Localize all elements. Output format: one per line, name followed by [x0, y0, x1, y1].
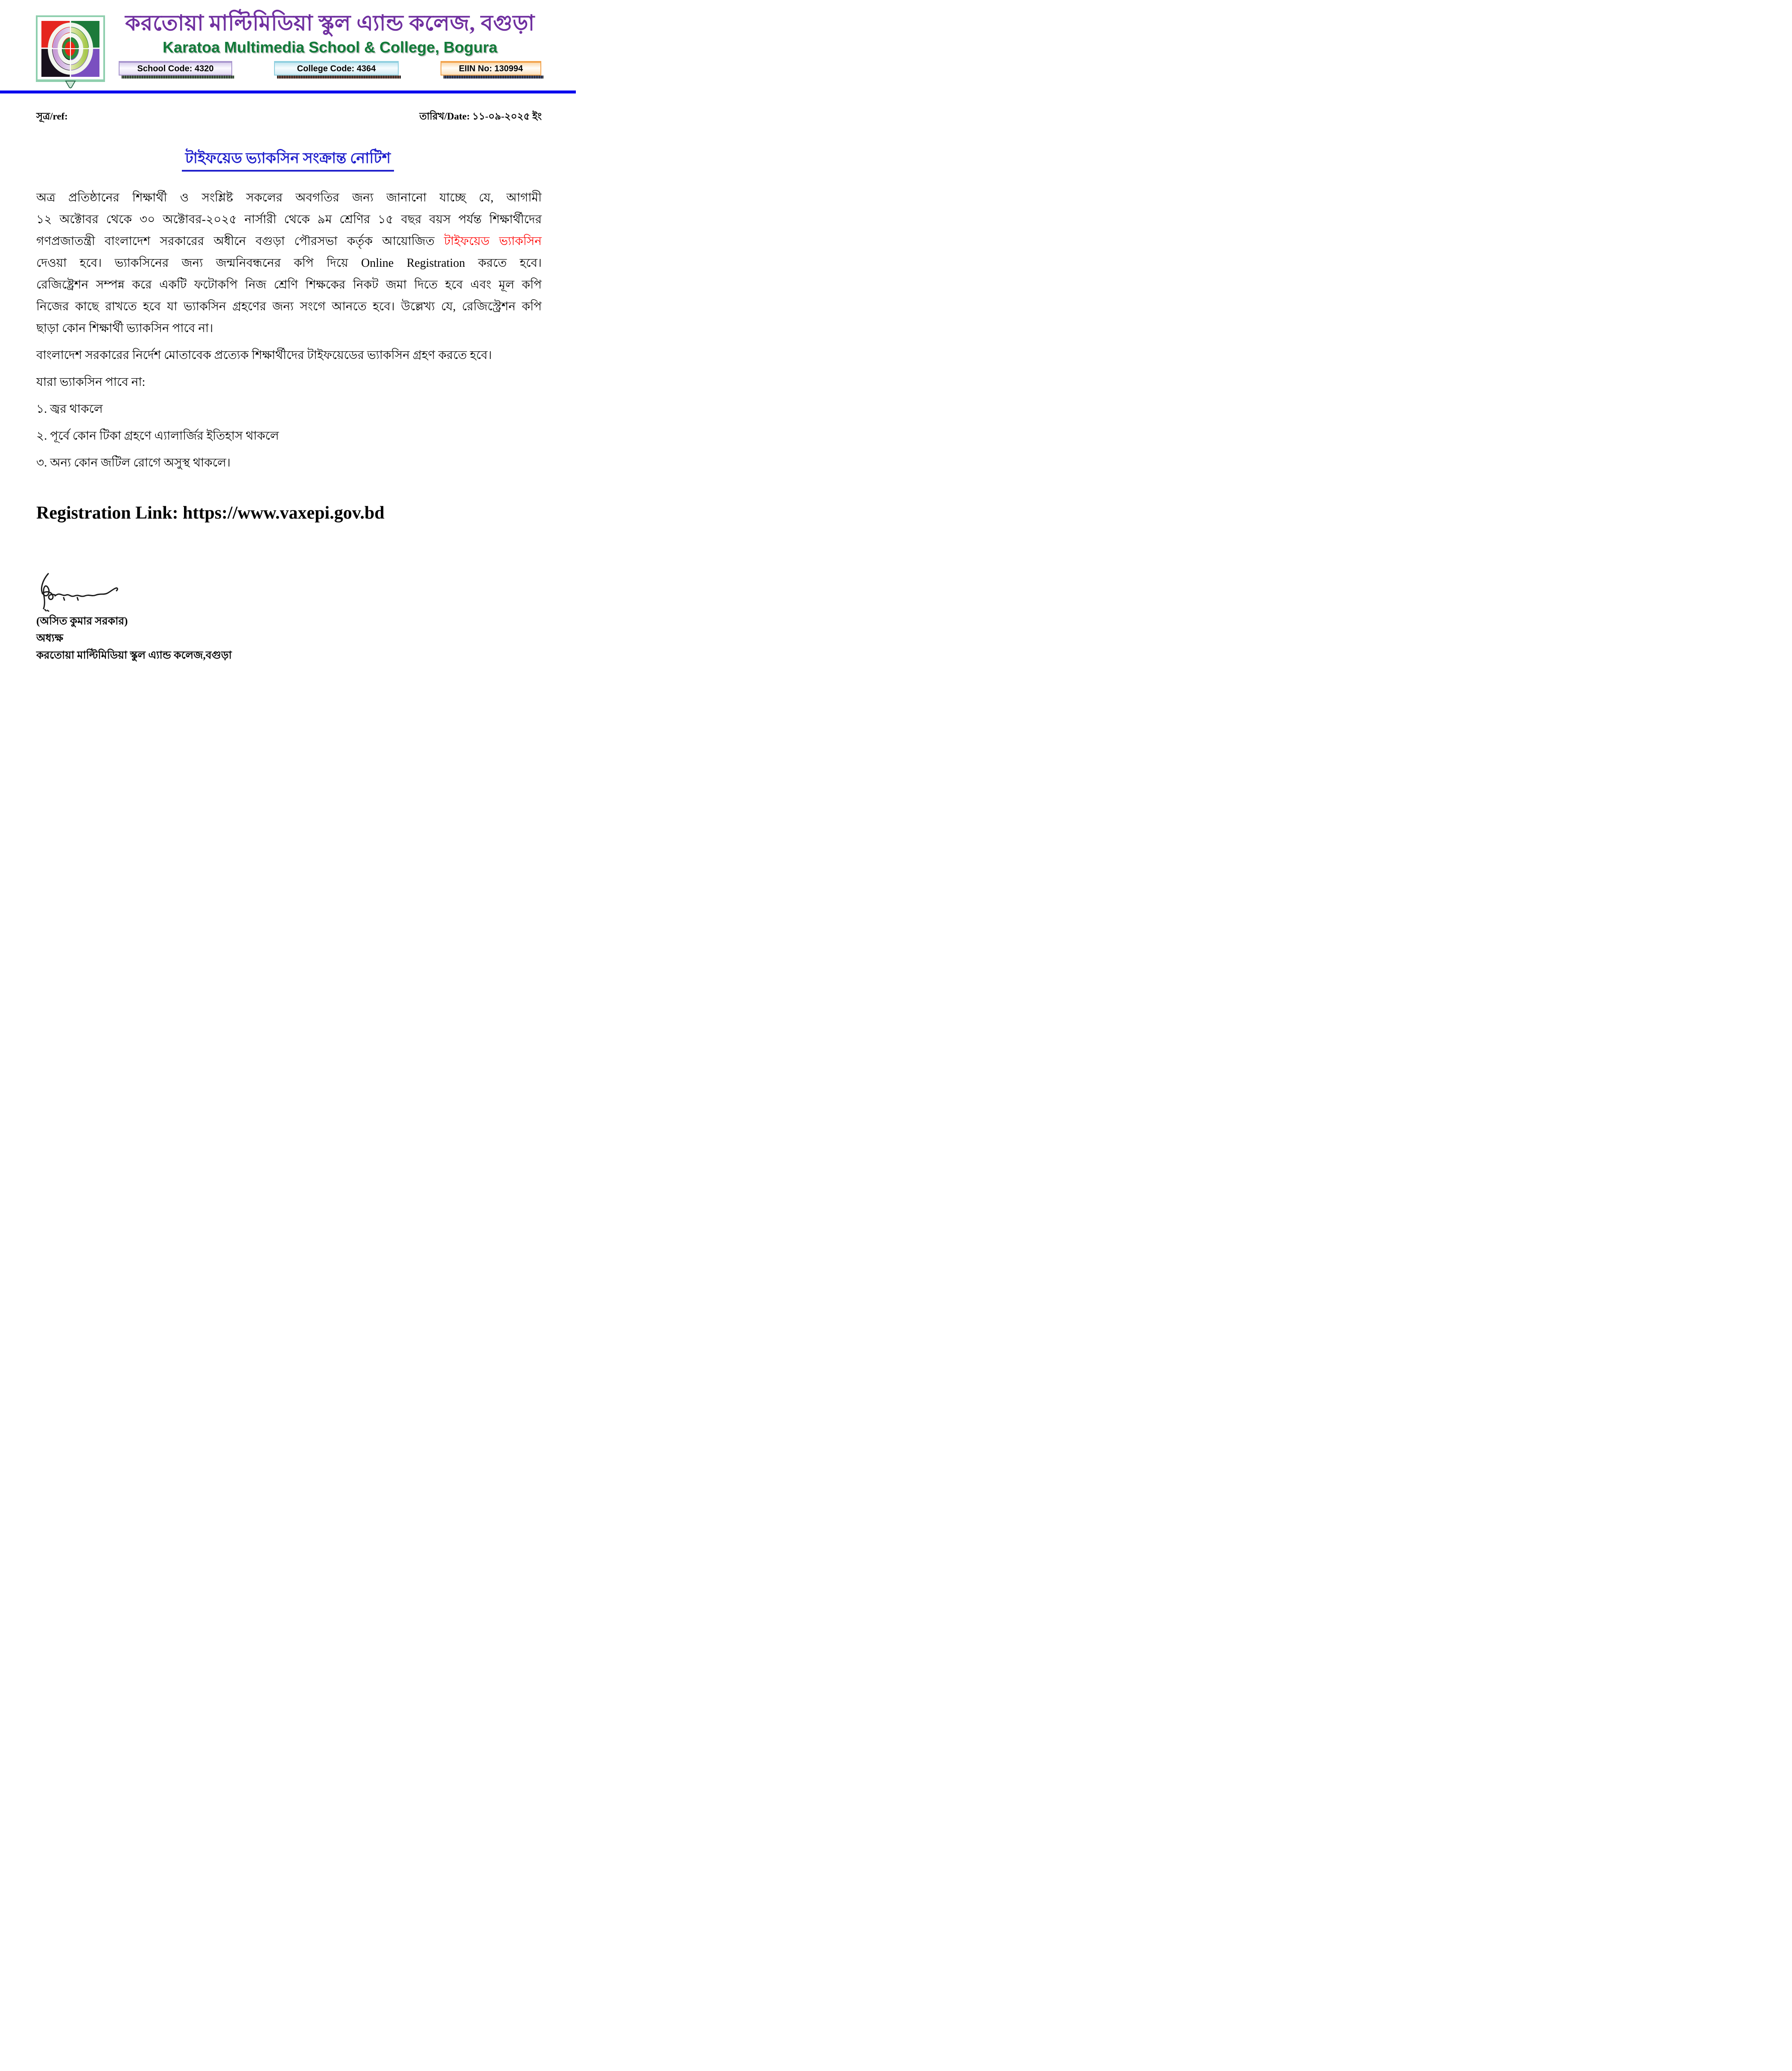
ref-date-row	[36, 108, 542, 125]
school-name-bengali: করতোয়া মাল্টিমিডিয়া স্কুল এ্যান্ড কলেজ, বগুড়া	[125, 12, 535, 35]
notice-title: টাইফয়েড ভ্যাকসিন সংক্রান্ত নোটিশ	[0, 146, 576, 172]
school-code-box-shadow	[122, 76, 234, 79]
signatory-institution: করতোয়া মাল্টিমিডিয়া স্কুল এ্যান্ড কলেজ,বগুড়া	[36, 650, 232, 661]
exclusion-item-1: ১. জ্বর থাকলে	[36, 403, 103, 416]
notice-body-line: অত্র প্রতিষ্ঠানের শিক্ষার্থী ও সংশ্লিষ্ট সকলের অবগতির জন্য জানানো যাচ্ছে যে, আগামী	[36, 191, 542, 204]
notice-body-line: ছাড়া কোন শিক্ষার্থী ভ্যাকসিন পাবে না।	[36, 322, 213, 335]
college-code-box: College Code: 4364	[274, 61, 399, 76]
exclusion-item-2: ২. পূর্বে কোন টিকা গ্রহণে এ্যালার্জির ইতিহাস থাকলে	[36, 429, 279, 443]
notice-body-line: ১২ অক্টোবর থেকে ৩০ অক্টোবর-২০২৫ নার্সারী থেকে ৯ম শ্রেণির ১৫ বছর বয়স পর্যন্ত শিক্ষার্থীদের	[36, 213, 542, 226]
notice-body-line: গণপ্রজাতন্ত্রী বাংলাদেশ সরকারের অধীনে বগুড়া পৌরসভা কর্তৃক আয়োজিত টাইফয়েড ভ্যাকসিন	[36, 235, 542, 248]
school-code-box: School Code: 4320	[119, 61, 232, 76]
signature-image	[36, 571, 132, 612]
signatory-name: (অসিত কুমার সরকার)	[36, 615, 128, 627]
notice-body-line: রেজিষ্ট্রেশন সম্পন্ন করে একটি ফটোকপি নিজ শ্রেণি শিক্ষকের নিকট জমা দিতে হবে এবং মূল কপি	[36, 278, 542, 292]
signatory-designation: অধ্যক্ষ	[36, 633, 64, 644]
registration-link-line: Registration Link: https://www.vaxepi.gov.bd	[36, 503, 385, 523]
college-code-box-shadow	[277, 76, 401, 79]
notice-paragraph-2: বাংলাদেশ সরকারের নির্দেশ মোতাবেক প্রত্যেক শিক্ষার্থীদের টাইফয়েডের ভ্যাকসিন গ্রহণ করতে হবে।	[36, 349, 492, 362]
ref-label: সূত্র/ref:	[36, 111, 68, 122]
exclusions-heading: যারা ভ্যাকসিন পাবে না:	[36, 376, 146, 389]
exclusion-item-3: ৩. অন্য কোন জটিল রোগে অসুস্থ থাকলে।	[36, 456, 231, 470]
letterhead	[0, 0, 576, 94]
letterhead-titles	[119, 10, 541, 79]
date-text: তারিখ/Date: ১১-০৯-২০২৫ ইং	[419, 111, 542, 122]
code-box-row	[119, 61, 541, 79]
notice-document	[0, 0, 576, 665]
notice-body-line: দেওয়া হবে। ভ্যাকসিনের জন্য জন্মনিবন্ধনের কপি দিয়ে Online Registration করতে হবে।	[36, 257, 542, 270]
eiin-number-box-shadow	[444, 76, 543, 79]
notice-paragraph-1	[36, 187, 542, 339]
signature-block	[36, 571, 542, 664]
school-logo-icon	[36, 15, 105, 89]
notice-body	[36, 187, 542, 474]
eiin-number-box: EIIN No: 130994	[441, 61, 541, 76]
school-name-english: Karatoa Multimedia School & College, Bogura	[162, 38, 498, 56]
notice-body-line: নিজের কাছে রাখতে হবে যা ভ্যাকসিন গ্রহণের জন্য সংগে আনতে হবে। উল্লেখ্য যে, রেজিস্ট্রেশন কপি	[36, 300, 542, 313]
header-divider-rule	[0, 90, 576, 93]
